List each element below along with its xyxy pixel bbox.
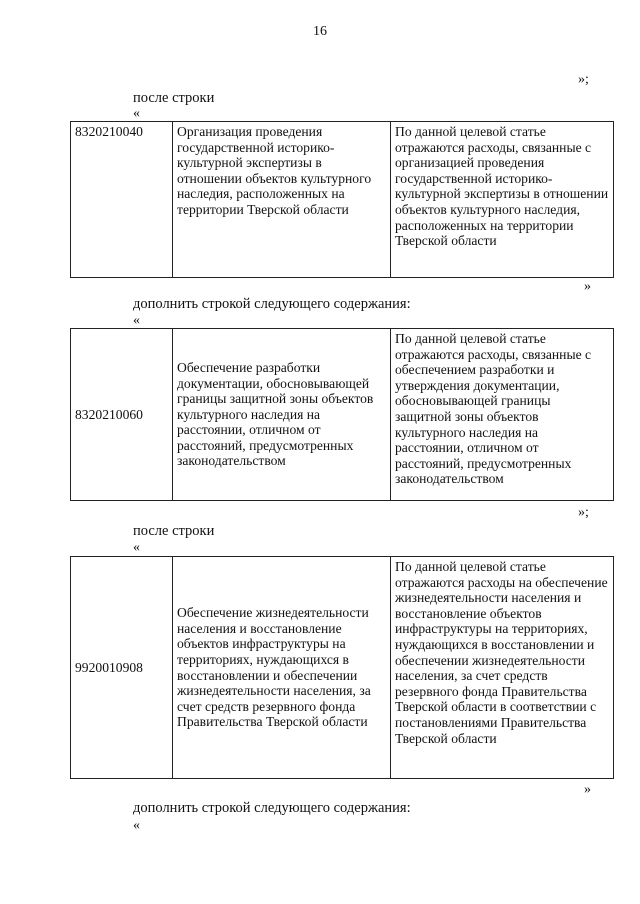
row-code: 8320210040 bbox=[75, 124, 143, 139]
row-name: Обеспечение жизнедеятельности населения и восстановление объектов инфраструктуры на территориях, нуждающихся в восстановлении и обеспечении жизнедеятельности населения, за счет средств резервного фонда Правительства Тверской области bbox=[177, 605, 371, 730]
table-row bbox=[71, 329, 614, 501]
row-description: По данной целевой статье отражаются расходы, связанные с организацией проведения государственной историко-культурной экспертизы в отношении объектов культурного наследия, расположенных на территории Тверской области bbox=[395, 124, 609, 249]
row-name-cell bbox=[173, 329, 391, 501]
opening-quote-mark: « bbox=[133, 313, 140, 328]
row-description-cell bbox=[391, 122, 614, 278]
row-name: Обеспечение разработки документации, обосновывающей границы защитной зоны объектов культурного наследия на расстоянии, отличном от расстояний, предусмотренных законодательством bbox=[177, 359, 374, 469]
opening-quote-mark: « bbox=[133, 818, 140, 833]
instruction-text: дополнить строкой следующего содержания: bbox=[133, 800, 411, 816]
budget-row-table bbox=[70, 556, 614, 779]
table-row bbox=[71, 122, 614, 278]
row-description-cell bbox=[391, 329, 614, 501]
row-code: 8320210060 bbox=[75, 406, 143, 422]
row-code: 9920010908 bbox=[75, 659, 143, 675]
row-name: Организация проведения государственной историко-культурной экспертизы в отношении объектов культурного наследия, расположенных на территории Тверской области bbox=[177, 124, 372, 217]
budget-row-table bbox=[70, 328, 614, 501]
instruction-text: после строки bbox=[133, 523, 215, 539]
instruction-text: после строки bbox=[133, 90, 215, 106]
row-code-cell bbox=[71, 557, 173, 779]
budget-row-table bbox=[70, 121, 614, 278]
table-row bbox=[71, 557, 614, 779]
opening-quote-mark: « bbox=[133, 106, 140, 121]
row-description: По данной целевой статье отражаются расходы, связанные с обеспечением разработки и утверждения документации, обосновывающей границы защитной зоны объектов культурного наследия на расстоянии, отличном от расстояний, предусмотренных законодательством bbox=[395, 331, 592, 487]
closing-quote-mark: »; bbox=[578, 505, 589, 520]
page-number: 16 bbox=[313, 24, 327, 39]
row-description: По данной целевой статье отражаются расходы на обеспечение жизнедеятельности населения и восстановление объектов инфраструктуры на территориях, нуждающихся в восстановлении и обеспечении жизнедеятельности населения, за счет средств резервного фонда Правительства Тверской области в соответствии с постановлениями Правительства Тверской области bbox=[395, 559, 608, 746]
row-code-cell bbox=[71, 122, 173, 278]
opening-quote-mark: « bbox=[133, 540, 140, 555]
row-code-cell bbox=[71, 329, 173, 501]
row-name-cell bbox=[173, 122, 391, 278]
row-description-cell bbox=[391, 557, 614, 779]
row-name-cell bbox=[173, 557, 391, 779]
instruction-text: дополнить строкой следующего содержания: bbox=[133, 296, 411, 312]
closing-quote-mark: » bbox=[584, 782, 591, 797]
closing-quote-mark: » bbox=[584, 279, 591, 294]
closing-quote-mark: »; bbox=[578, 72, 589, 87]
